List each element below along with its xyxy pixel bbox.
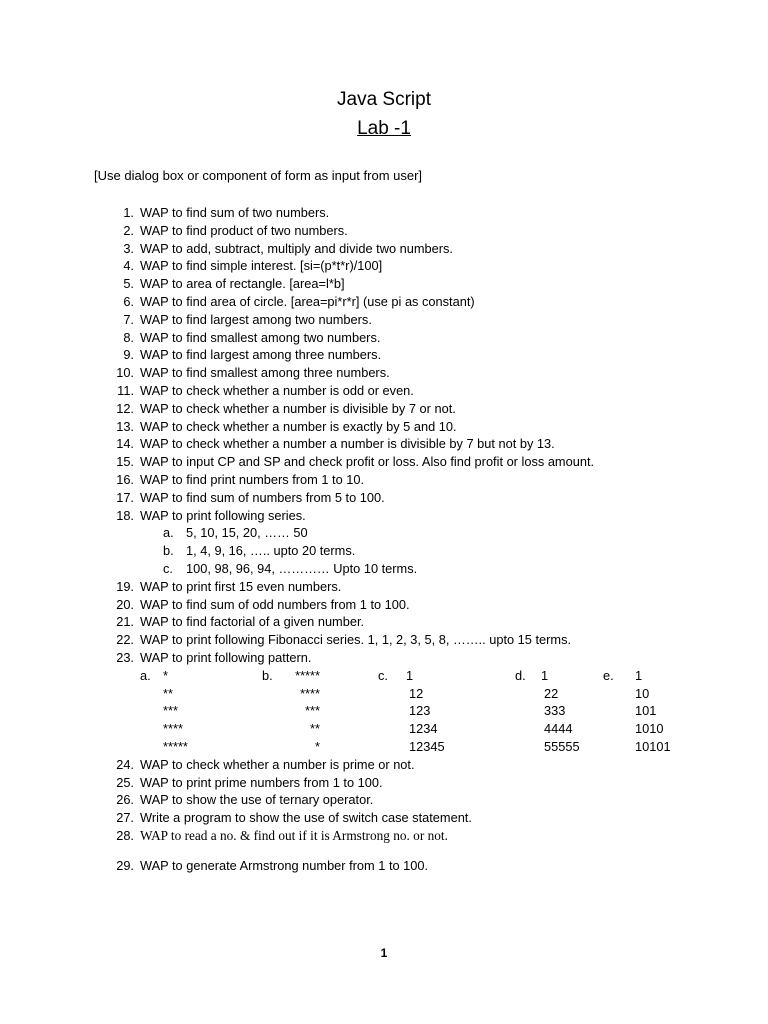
pattern-b-row: * [315,738,320,754]
list-item [0,507,768,525]
list-item [0,489,768,507]
pattern-d-row: 55555 [544,738,580,754]
series-item [0,524,768,542]
item-number: 16. [116,471,134,487]
list-item [0,382,768,400]
list-item [0,346,768,364]
item-number: 14. [116,436,134,452]
item-text: WAP to check whether a number is divisible by 7 or not. [140,400,456,416]
item-number: 27. [116,810,134,826]
page-title: Java Script [337,89,431,110]
item-number: 8. [123,329,134,345]
item-text: WAP to find largest among three numbers. [140,347,382,363]
pattern-a-row: ***** [163,738,188,754]
item-text: WAP to check whether a number is exactly by 5 and 10. [140,418,457,434]
item-text: WAP to find smallest among two numbers. [140,329,381,345]
list-item [0,275,768,293]
item-number: 22. [116,632,134,648]
list-item [0,293,768,311]
list-item [0,578,768,596]
list-item [0,613,768,631]
list-item [0,471,768,489]
item-text: WAP to print following pattern. [140,649,312,665]
pattern-b-label: b. [262,667,273,683]
pattern-c-label: c. [378,667,388,683]
list-item [0,435,768,453]
list-item [0,631,768,649]
item-number: 2. [123,222,134,238]
item-text: WAP to show the use of ternary operator. [140,792,374,808]
item-number: 13. [116,418,134,434]
instruction-note: [Use dialog box or component of form as input from user] [94,168,423,183]
item-number: 3. [123,240,134,256]
item-text: WAP to find sum of odd numbers from 1 to 100. [140,596,410,612]
item-text: WAP to print prime numbers from 1 to 100. [140,774,383,790]
pattern-d-label: d. [515,667,526,683]
pattern-e-row: 10 [635,685,650,701]
pattern-a-row: * [163,667,168,683]
series-text: 5, 10, 15, 20, …… 50 [186,525,308,541]
pattern-e-row: 1010 [635,721,664,737]
item-number: 28. [116,827,134,843]
page-number: 1 [380,946,388,960]
series-letter: a. [163,525,174,541]
series-item [0,560,768,578]
item-number: 18. [116,507,134,523]
item-text: WAP to find largest among two numbers. [140,311,372,327]
pattern-block [0,667,768,756]
series-letter: b. [163,543,174,559]
item-text: WAP to find smallest among three numbers. [140,365,390,381]
list-item [0,809,768,827]
item-number: 12. [116,400,134,416]
pattern-a-row: ** [163,685,173,701]
series-text: 1, 4, 9, 16, ….. upto 20 terms. [186,543,356,559]
list-item [0,364,768,382]
pattern-c-row: 123 [409,703,431,719]
list-item [0,257,768,275]
item-number: 7. [123,311,134,327]
series-item [0,542,768,560]
item-number: 24. [116,756,134,772]
item-text: WAP to input CP and SP and check profit or loss. Also find profit or loss amount. [140,454,595,470]
list-item [0,827,768,845]
item-number: 25. [116,774,134,790]
list-item [0,453,768,471]
list-item [0,756,768,774]
pattern-c-row: 1234 [409,721,438,737]
item-number: 23. [116,649,134,665]
pattern-a-row: **** [163,721,183,737]
item-number: 9. [123,347,134,363]
list-item [0,774,768,792]
pattern-e-label: e. [603,667,614,683]
series-letter: c. [163,560,173,576]
pattern-e-row: 10101 [635,738,671,754]
item-number: 10. [116,365,134,381]
item-text: WAP to check whether a number is prime or not. [140,756,415,772]
item-text: WAP to find factorial of a given number. [140,614,365,630]
item-text: WAP to area of rectangle. [area=l*b] [140,276,345,292]
pattern-b-row: ** [310,721,320,737]
item-number: 26. [116,792,134,808]
series-text: 100, 98, 96, 94, ………… Upto 10 terms. [186,560,418,576]
item-text: WAP to find product of two numbers. [140,222,348,238]
item-number: 6. [123,293,134,309]
list-item [0,791,768,809]
list-item [0,649,768,667]
item-number: 21. [116,614,134,630]
item-text: WAP to print following series. [140,507,306,523]
item-number: 11. [117,382,134,398]
list-item [0,418,768,436]
pattern-e-row: 101 [635,703,657,719]
pattern-d-row: 333 [544,703,566,719]
pattern-a-row: *** [163,703,178,719]
list-item [0,240,768,258]
item-text: WAP to print following Fibonacci series. 1, 1, 2, 3, 5, 8, …….. upto 15 terms. [140,632,572,648]
list-item [0,222,768,240]
item-number: 20. [116,596,134,612]
pattern-b-row: ***** [295,667,320,683]
item-number: 15. [116,454,134,470]
item-number: 4. [123,258,134,274]
pattern-b-row: *** [305,703,320,719]
list-item [0,329,768,347]
pattern-e-row: 1 [635,667,643,683]
item-text: WAP to generate Armstrong number from 1 to 100. [140,857,429,873]
pattern-c-row: 1 [406,667,414,683]
item-text: WAP to find area of circle. [area=pi*r*r] (use pi as constant) [140,293,475,309]
pattern-a-label: a. [140,667,151,683]
list-item [0,596,768,614]
pattern-b-row: **** [300,685,320,701]
pattern-d-row: 22 [544,685,559,701]
item-text: WAP to check whether a number a number is divisible by 7 but not by 13. [140,436,555,452]
item-number: 5. [123,276,134,292]
list-item [0,311,768,329]
item-text: WAP to find sum of numbers from 5 to 100. [140,489,385,505]
item-text: WAP to find print numbers from 1 to 10. [140,471,365,487]
list-item [0,400,768,418]
item-text: WAP to read a no. & find out if it is Armstrong no. or not. [140,827,448,843]
page-subtitle: Lab -1 [357,118,411,139]
list-item [0,204,768,222]
item-text: WAP to find simple interest. [si=(p*t*r)/100] [140,258,383,274]
pattern-c-row: 12 [409,685,424,701]
item-text: WAP to find sum of two numbers. [140,205,330,220]
item-number: 17. [116,489,134,505]
pattern-d-row: 1 [541,667,549,683]
item-text: WAP to check whether a number is odd or even. [140,382,414,398]
list-item [0,857,768,875]
pattern-c-row: 12345 [409,738,445,754]
exercise-list [0,204,768,875]
item-number: 19. [116,578,134,594]
item-number: 1. [123,205,134,220]
item-text: WAP to print first 15 even numbers. [140,578,342,594]
item-text: Write a program to show the use of switch case statement. [140,810,472,826]
pattern-d-row: 4444 [544,721,573,737]
item-text: WAP to add, subtract, multiply and divide two numbers. [140,240,453,256]
item-number: 29. [116,857,134,873]
